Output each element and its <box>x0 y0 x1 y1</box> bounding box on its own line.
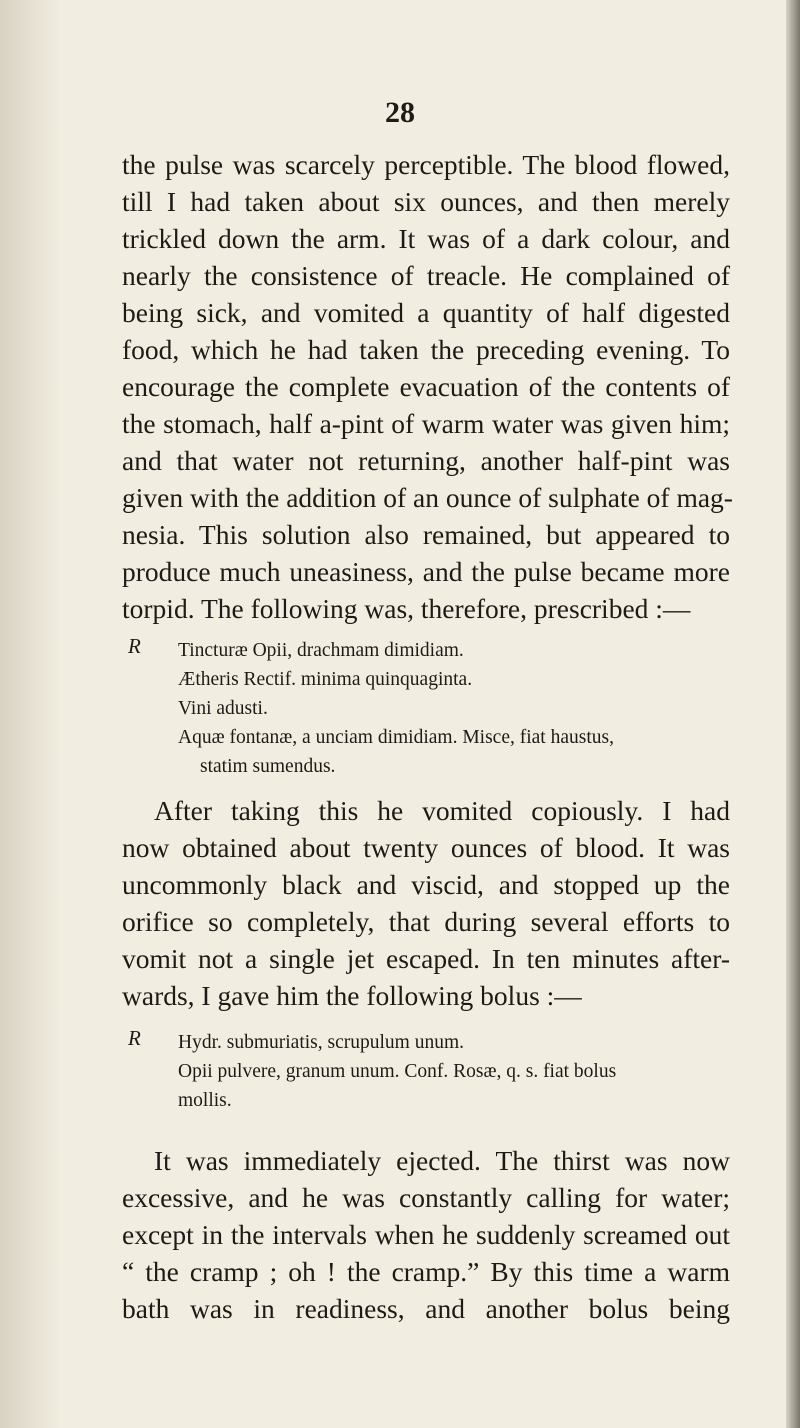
text-line: trickled down the arm. It was of a dark colour, and <box>122 223 730 254</box>
text-line: nesia. This solution also remained, but appeared to <box>122 519 730 550</box>
text-line: wards, I gave him the following bolus :— <box>122 980 582 1011</box>
text-line: now obtained about twenty ounces of blood. It was <box>122 832 730 863</box>
prescription-line: Hydr. submuriatis, scrupulum unum. <box>178 1032 464 1053</box>
text-line: nearly the consistence of treacle. He complained of <box>122 260 730 291</box>
text-line: given with the addition of an ounce of sulphate of mag- <box>122 482 733 513</box>
page-number: 28 <box>385 96 415 129</box>
text-line: uncommonly black and viscid, and stopped up the <box>122 869 730 900</box>
text-line: till I had taken about six ounces, and then merely <box>122 186 730 217</box>
prescription-line: mollis. <box>178 1090 232 1111</box>
text-line: After taking this he vomited copiously. I had <box>154 795 730 826</box>
text-line: “ the cramp ; oh ! the cramp.” By this time a warm <box>122 1256 730 1287</box>
text-line: It was immediately ejected. The thirst was now <box>154 1145 730 1176</box>
text-line: encourage the complete evacuation of the contents of <box>122 371 730 402</box>
text-line: produce much uneasiness, and the pulse became more <box>122 556 730 587</box>
page-shadow <box>0 0 60 1428</box>
text-line: vomit not a single jet escaped. In ten minutes after- <box>122 943 730 974</box>
text-line: food, which he had taken the preceding evening. To <box>122 334 730 365</box>
text-line: orifice so completely, that during several efforts to <box>122 906 730 937</box>
text-line: being sick, and vomited a quantity of half digested <box>122 297 730 328</box>
recipe-symbol: R <box>128 634 141 658</box>
prescription-line: Aquæ fontanæ, a unciam dimidiam. Misce, fiat haustus, <box>178 727 614 748</box>
prescription-1 <box>128 634 740 781</box>
prescription-line: Opii pulvere, granum unum. Conf. Rosæ, q. s. fiat bolus <box>178 1061 617 1082</box>
recipe-symbol: R <box>128 1026 141 1050</box>
page-edge <box>786 0 800 1428</box>
paragraph-3 <box>122 1142 730 1327</box>
prescription-line: statim sumendus. <box>200 756 336 777</box>
text-line: the pulse was scarcely perceptible. The blood flowed, <box>122 149 730 180</box>
prescription-2 <box>128 1026 740 1115</box>
prescription-line: Vini adusti. <box>178 698 268 719</box>
text-line: bath was in readiness, and another bolus being <box>122 1293 730 1324</box>
text-line: except in the intervals when he suddenly screamed out <box>122 1219 730 1250</box>
paragraph-1 <box>122 146 733 627</box>
text-line: the stomach, half a-pint of warm water was given him; <box>122 408 730 439</box>
prescription-line: Ætheris Rectif. minima quinquaginta. <box>178 669 473 690</box>
text-line: excessive, and he was constantly calling for water; <box>122 1182 730 1213</box>
text-line: and that water not returning, another half-pint was <box>122 445 730 476</box>
paragraph-2 <box>122 792 730 1014</box>
prescription-line: Tincturæ Opii, drachmam dimidiam. <box>178 640 464 661</box>
text-line: torpid. The following was, therefore, prescribed :— <box>122 593 691 624</box>
